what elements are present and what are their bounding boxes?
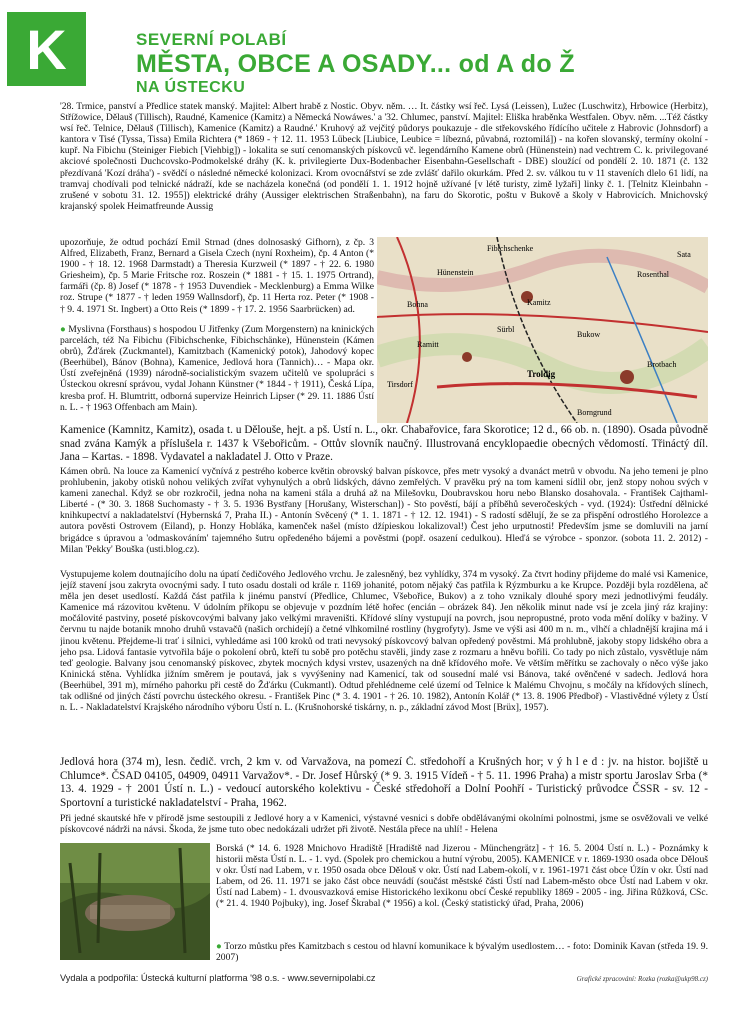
graphics-credit: Grafické zpracování: Rozka (rozka@ukp98.cz) xyxy=(576,975,708,983)
map-label: Bohna xyxy=(407,300,428,309)
article-trip-paragraph: Vystupujeme kolem doutnajícího dolu na úpatí čedičového Jedlového vrchu. Je zalesněný, bez vyhlídky, 374 m vysoký. Za čtvrt hodiny přijdeme do malé vsi Kamenice, jejíž stavení jsou zakryta ovocnými sady. I tuto osadu dostali od krále r. 1169 johanité, potom nějaký čas patřila k Rýzmburku a ke Krupce. Později byla rozdělena, ač měla jen deset usedlostí. Každá část patřila k jinému panství (Předlice, Chlumec, Všebořice, Bukov) a z toho vznikaly dlouhé spory mezi jednotlivými feudály. Kamenice má rázovitou květenu. V údolním příkopu se objevuje v pozdním létě hořec (encián – obrázek 84). Jen několik minut nade vsí je zcela jiný ráz krajiny: močálovité pastviny, poseté pískovcovými balvany jako velkými mraveništi. Křídové slíny vystupují na povrch, jsou nepropustné, proto voda mění dolíky v bažiny. V červnu tu najde botanik mnoho druhů vstavačů (našich orchidejí) a četné vlhkomilné rostliny (hygrofyty). Jsme ve výši asi 400 m n. m., vlhčí a chladnější krajina má i jinou květenu. Přejdeme-li trať i silnici, vyhledáme asi 100 kroků od trati nevysoký pískovcový balvan opředený pověstmi. Má prohlubně, jakoby stopy lidského obra a jeho psa. Lidová fantasie vytvořila báje o pokolení obrů, kteří tu sobě pro potěchu stavěli, jindy zase z rozmaru a hněvu bořili. Co tady po nich zůstalo, vysvětluje nám teď geologie. Balvany jsou cenomanský pískovec, zbytek mocných kdysi vrstev, usazených na dně křídového moře. Ve větším měřítku se zachovaly o něco výše jako Kninická stěna. Vyhlídka jižním směrem je poutavá, jak s vyvýšeniny nad Kamenicí, tak od sousední malé vsi Bánova, také ověnčené v sadech. Jedlová hora (Beerhübel, 391 m), mírného pahorku při cestě do Žďárku (Cukmantl). Odtud přehlédneme celé území od Telnice k Malému Chvojnu, s močály na křídových slínech, tak odlišné od jiných částí povrchu ústeckého okresu. - František Pinc (* 3. 4. 1901 - † 26. 10. 1982), Antonín Kolář (* 13. 8. 1906 Předboř) - Vlastivědné výlety z Ústí n. L. - Nakladatelství Krajského národního výboru Ústí n. L. (Krušnohorské tiskárny, n. p., základní závod Most [Brüx], 1957). xyxy=(60,569,708,714)
map-label: Brotbach xyxy=(647,360,677,369)
page-title: MĚSTA, OBCE A OSADY... od A do Ž xyxy=(136,50,575,78)
map-label: Kamitz xyxy=(527,298,551,307)
badge-letter: K xyxy=(26,17,67,81)
section-letter-badge xyxy=(7,12,86,86)
article-families-paragraph: upozorňuje, že odtud pochází Emil Strnad (dnes dolnosaský Gifhorn), z čp. 3 Alfred, Elizabeth, Franz, Bernard a Gisela Czech (nyní Roxheim), čp. 4 Anton (* 1900 - † 18. 12. 1968 Darmstadt) a Theresia Kurzweil (* 1897 - † 22. 6. 1980 Griesheim), čp. 5 Marie Fritsche roz. Roszein (* 1881 - † 15. 1. 1975 Ortrand), farmáři (čp. 8) Josef (* 1878 - † 1953 Duvendiek - Mecklenburg) a Emma Wilke roz. Strupe (* 1877 - † leden 1959 Wallnsdorf), čp. 11 Herta roz. Peter (* 1908 - † 9. 4. 1971 St. Ingbert) a Otto Reis (* 1899 - † 17. 2. 1956 Saarbrücken) ad. xyxy=(60,237,374,315)
bullet-icon: ● xyxy=(60,324,66,335)
map-label: Troldig xyxy=(527,369,556,379)
map-label: Tirsdorf xyxy=(387,380,413,389)
map-label: Ramitt xyxy=(417,340,439,349)
bullet-icon: ● xyxy=(216,941,222,952)
article-trmice-paragraph: '28. Trmice, panství a Předlice statek manský. Majitel: Albert hrabě z Nostic. Obyv. něm. … It. částky wsí řeč. Lysá (Leissen), Lužec (Luschwitz), Hrbowice (Herbitz), Střížowice, Dělauš (Tillisch), Raudné, Kamenice (Kamitz) a Německá Nowáwes.' a '32. Chlumec, panství. Majitel: Eliška hraběnka Westfalen. Obyv. něm. ...Též částky wsí řeč. Telnice, Dělauš (Tillisch), Kamenice (Kamitz) a Raudné.' Kruhový až vejčitý půdorys poukazuje - dle střekovského řídícího učitele z Habrovic (Johnsdorf) a kantora v Tisé (Tyssa, Tissa) Emila Richtera (* 1869 - † 12. 11. 1953 Lübeck [Liubice, Leubice = líbezná, půvabná, roztomilá]) - na kořen slovanský, termíny okolní - kupř. Na Fibichu (Steiniger Fiebich [Viehbig]) - lokalita se sutí cenomanských pískovců vč. legendárního Kamene obrů (Hünenstein) nad vechtrem C. k. privilegované akciové společnosti Duchcovsko-Podmokelské dráhy (K. k. privilegierte Dux-Bodenbacher Eisenbahn-Gesellschaft - DBE) sloužící od pondělí 2. 10. 1871 (č. 132 přezdívaná 'Kozí dráha') - svědčí o následné německé kolonizaci. Krom ovocnářství se zde zvlášť dařilo okurkám. Před 2. sv. válkou tu v 11 staveních dlelo 61 lidí, na tramvaj chodívali pod telnické nádraží, kde se nacházela konečná (od pondělí 1. 1. 1912 hojně užívané [v létě turisty, zimě lyžaři] linky č. 1. [Telnitz Kleinbahn - zrušené v sobotu 31. 12. 1955]) elektrické dráhy (Aussiger elektrischen Straßenbahn), na faru do Skorotic, poštu v Bukově a školy v Habrovicích. Mnichovský krajanský spolek Heimatfreunde Aussig xyxy=(60,101,708,212)
map-caption xyxy=(60,324,374,420)
map-label: Borngrund xyxy=(577,408,612,417)
map-caption-text: Myslivna (Forsthaus) s hospodou U Jitřenky (Zum Morgenstern) na kninických parcelách, též Na Fibichu (Fibichschenke, Fibichschänke), Hünenstein (Kámen obrů), Žďárek (Zuckmantel), Kamitzbach (Kamenický potok), Jahodový kopec (Beerhübel), Bánov (Bohna), Kamenice, Jedlová hora (Tannich)… - Mapa okr. Ústí zveřejněná (1939) národně-socialistickým svazem učitelů ve spolupráci s Ústeckou okresní správou, vydal Johann Künstner (* 1844 - † 1911), Česká Lípa, kresba prof. H. Blumtritt, odborná supervize Heinrich Lipser (* 29. 11. 1886 Ústí n. L. - † 1963 Offenbach am Main). xyxy=(60,324,374,413)
page-subtitle: NA ÚSTECKU xyxy=(136,79,246,96)
map-label: Sürbl xyxy=(497,325,515,334)
photo-caption xyxy=(216,941,708,965)
article-kamenice-heading: Kamenice (Kamnitz, Kamitz), osada t. u Dělouše, hejt. a pš. Ústí n. L., okr. Chabařovice, fara Skorotice; 12 d., 66 ob. n. (1890). Osada původně snad zvána Kamýk a příslušela r. 1437 k Všebořicům. - Ottův slovník naučný. Illustrovaná encyklopaedie obecných vědomostí. Třináctý díl. Jana – Kartas. - 1898. Vydavatel a nakladatel J. Otto v Praze. xyxy=(60,424,708,463)
map-label: Sata xyxy=(677,250,691,259)
photo-caption-text: Torzo můstku přes Kamitzbach s cestou od hlavní komunikace k bývalým usedlostem… - foto: Dominik Kavan (středa 19. 9. 2007) xyxy=(216,941,708,964)
map-label: Rosenthal xyxy=(637,270,669,279)
publisher-footer: Vydala a podpořila: Ústecká kulturní platforma '98 o.s. - www.severnipolabi.cz xyxy=(60,973,376,983)
article-jedlova-heading: Jedlová hora (374 m), lesn. čedič. vrch, 2 km v. od Varvažova, na pomezí Č. středohoří a Krušných hor; v ý h l e d : jv. na histor. bojiště u Chlumce*. ČSAD 04105, 04909, 04911 Varvažov*. - Dr. Josef Hůrský (* 9. 3. 1915 Vídeň - † 5. 11. 1996 Praha) a mistr sportu Jaroslav Srba (* 13. 4. 1929 - † 2001 Ústí n. L.) - vedoucí autorského kolektivu - České středohoří a Dolní Poohří - Turistický průvodce ČSSR - sv. 12 - Sportovní a turistické nakladatelství - Praha, 1962. xyxy=(60,756,708,808)
historic-map-image xyxy=(377,237,708,423)
article-giant-stone-paragraph: Kámen obrů. Na louce za Kamenicí vyčnívá z pestrého koberce květin obrovský balvan pískovce, přes metr vysoký a dvanáct metrů v obvodu. Na jeho temeni je plno prohlubenin, jakoby otisků nohou velikých zvířat vyhynulých a obrů lidských, dávno zemřelých. V pravěku prý na tom kameni sídlil obr, jenž stopy nohou svých v kameni zanechal. Když se obr rozkročil, jedna noha na kameni stála a druhá až na Milešovku, Doubravskou horu nebo Blansko dosahovala. - František Cajthaml-Liberté - (* 30. 3. 1868 Suchomasty - † 3. 5. 1936 Bystřany [Horušany, Wisterschan]) - Sto pověstí, bájí a příběhů severočeských - vyd. (1924): Ústřední dělnické knihkupectví a nakladatelství (Hybernská 7, Praha II.) - Antonín Svěcený (* 1. 1. 1871 - † 12. 12. 1941) - S radostí sdělují, že se za přispění odrostlého Horolezce a autora pověsti Ostrovem (Eiland), p. Honzy Hobláka, kamenček našel (místo džípieskou lokalizoval!) Čest jeho urputnosti! Především jsme se domluvili na jarní brigádce s úpravou a 'odmaskováním' tajemného šutru opředeného bájemi a pověstmi (popř. osazení cedulkou). Hleďá se výrobce - sponzor. (sobota 11. 2. 2012) - Milan 'Pekky' Bouška (usti.blog.cz). xyxy=(60,466,708,555)
article-borska-paragraph: Borská (* 14. 6. 1928 Mnichovo Hradiště [Hradiště nad Jizerou - Münchengrätz] - † 16. 5. 2004 Ústí n. L.) - Poznámky k historii města Ústí n. L. - 1. vyd. (Spolek pro chemickou a hutní výrobu, 2005). KAMENICE v r. 1869-1930 osada obce Dělouš v okr. Ústí nad Labem, v r. 1950 osada obce Dělouš v okr. Ústí nad Labem-okolí, v r. 1961-1971 část obce Úžín v okr. Ústí nad Labem, od 26. 11. 1971 se jako část obce neuvádí (součást městské části Ústí nad Labem-město obce Ústí nad Labem v okr. Ústí nad Labem) - 1. dvousvazková emise Historického lexikonu obcí České republiky 1869 - 2005 - ing. Jiřina Růžková, CSc. (* 21. 4. 1940 Pojbuky), ing. Josef Škrabal (* 1956) a kol. (Český statistický úřad, Praha, 2006) xyxy=(216,843,708,910)
map-label: Fibichschenke xyxy=(487,244,534,253)
region-heading: SEVERNÍ POLABÍ xyxy=(136,30,287,49)
map-label: Bukow xyxy=(577,330,601,339)
article-scout-paragraph: Při jedné skautské hře v přírodě jsme sestoupili z Jedlové hory a v Kamenici, výstavné vesnici s dobře obdělávanými okolními polnostmi, jsme se osvěžovali ve velké pískovcové nádrži na návsi. Škoda, že jsme tuto obec nedokázali udržet při životě. Nestála přece na uhlí! - Helena xyxy=(60,813,708,836)
map-label: Hünenstein xyxy=(437,268,474,277)
bridge-photo xyxy=(60,843,210,960)
